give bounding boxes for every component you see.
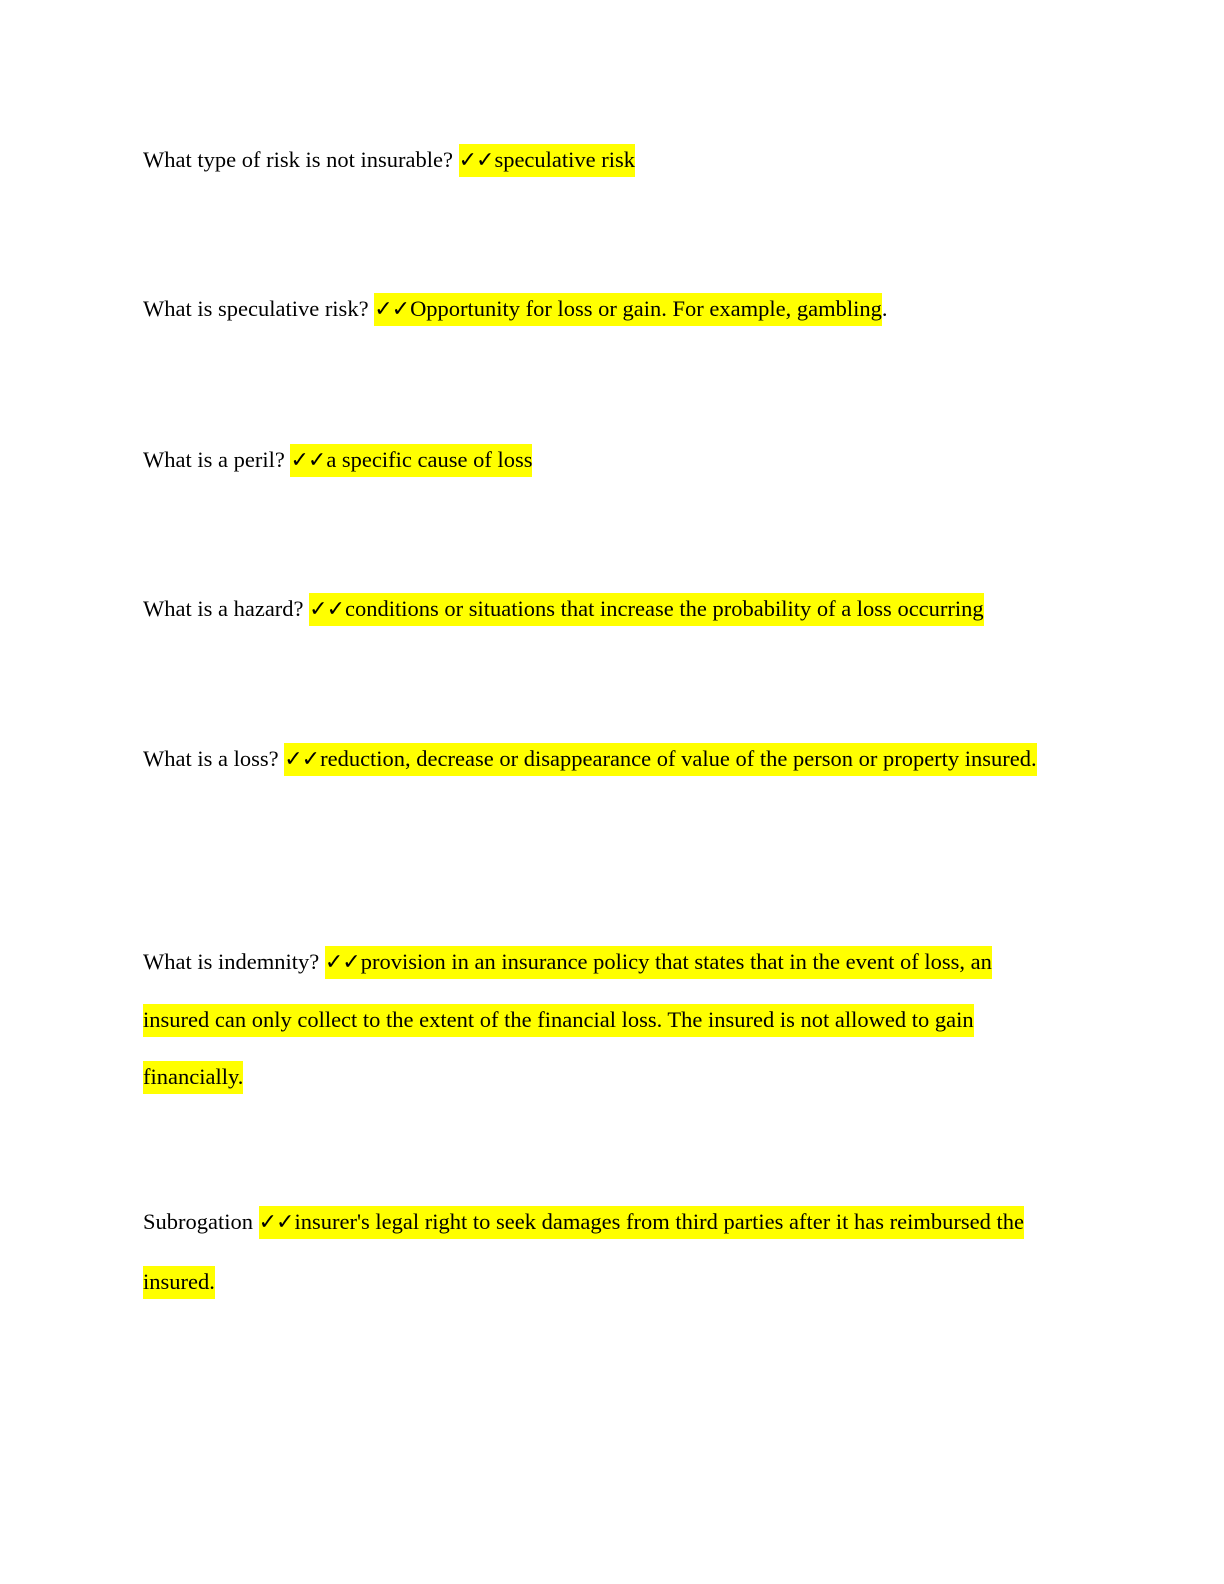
question-text: What is a loss? xyxy=(143,746,279,771)
answer-text: provision in an insurance policy that states that in the event of loss, an insured can only collect to the extent of the financial loss. The insured is not allowed to gain financially. xyxy=(143,949,992,1089)
answer-highlight xyxy=(459,144,635,177)
answer-highlight xyxy=(284,743,1036,776)
double-check-icon: ✓✓ xyxy=(284,747,320,772)
question-text: What is a hazard? xyxy=(143,596,304,621)
question-text: What type of risk is not insurable? xyxy=(143,147,453,172)
double-check-icon: ✓✓ xyxy=(324,950,360,975)
answer-text: speculative risk xyxy=(494,147,636,172)
question-text: What is speculative risk? xyxy=(143,296,369,321)
qa-item xyxy=(143,430,1043,490)
answer-highlight xyxy=(309,593,983,626)
double-check-icon: ✓✓ xyxy=(290,448,326,473)
question-text: What is indemnity? xyxy=(143,949,320,974)
answer-highlight xyxy=(374,293,882,326)
question-text: Subrogation xyxy=(143,1209,253,1234)
double-check-icon: ✓✓ xyxy=(458,148,494,173)
double-check-icon: ✓✓ xyxy=(309,597,345,622)
answer-text: conditions or situations that increase the probability of a loss occurring xyxy=(345,596,984,621)
qa-item xyxy=(143,579,1043,639)
answer-trailing: . xyxy=(881,296,888,321)
qa-item xyxy=(143,933,1043,1105)
qa-item xyxy=(143,130,1043,190)
qa-item xyxy=(143,279,1043,339)
answer-highlight xyxy=(143,1206,1024,1299)
qa-item xyxy=(143,1192,1043,1311)
answer-text: Opportunity for loss or gain. For example, gambling xyxy=(410,296,882,321)
qa-item xyxy=(143,729,1043,789)
question-text: What is a peril? xyxy=(143,447,285,472)
answer-text: insurer's legal right to seek damages from third parties after it has reimbursed the insured. xyxy=(143,1209,1024,1294)
double-check-icon: ✓✓ xyxy=(374,297,410,322)
answer-text: reduction, decrease or disappearance of value of the person or property insured. xyxy=(320,746,1037,771)
answer-highlight xyxy=(290,444,532,477)
answer-text: a specific cause of loss xyxy=(326,447,533,472)
double-check-icon: ✓✓ xyxy=(258,1210,294,1235)
